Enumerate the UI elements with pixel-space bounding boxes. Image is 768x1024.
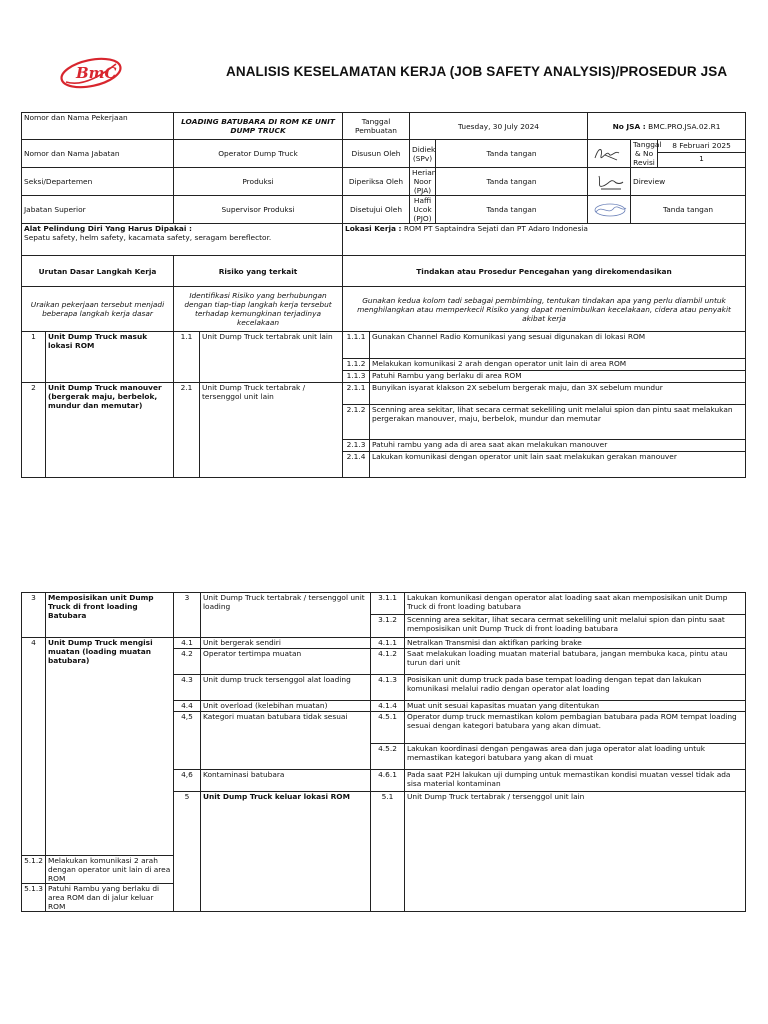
risk-text: Kategori muatan batubara tidak sesuai — [201, 712, 371, 770]
action-text: Patuhi rambu yang ada di area saat akan melakukan manouver — [370, 440, 746, 452]
step-number: 4 — [22, 638, 46, 856]
signature-1 — [588, 140, 631, 168]
jsa-table-page-2 — [21, 592, 746, 912]
job-name: LOADING BATUBARA DI ROM KE UNIT DUMP TRUCK — [174, 113, 343, 140]
step-text: Unit Dump Truck mengisi muatan (loading muatan batubara) — [46, 638, 174, 856]
diperiksa-name: Herian Noor (PJA) — [410, 168, 436, 196]
risk-number: 4.3 — [174, 675, 201, 701]
action-number: 4.1.3 — [371, 675, 405, 701]
signature-2 — [588, 168, 631, 196]
seksi-label: Seksi/Departemen — [22, 168, 174, 196]
atasan-value: Supervisor Produksi — [174, 196, 343, 224]
col-desc-actions: Gunakan kedua kolom tadi sebagai pembimbing, tentukan tindakan apa yang perlu diambil untuk menghilangkan atau memperkecil Risiko yang dapat menimbulkan kecelakaan, cidera atau penyakit akibat kerja — [343, 287, 746, 332]
action-text: Lakukan koordinasi dengan pengawas area dan juga operator alat loading untuk memastikan kategori batubara yang akan di muat — [405, 744, 746, 770]
risk-text: Unit bergerak sendiri — [201, 638, 371, 649]
action-text: Netralkan Transmisi dan aktifkan parking brake — [405, 638, 746, 649]
action-text: Patuhi Rambu yang berlaku di area ROM dan di jalur keluar ROM — [46, 884, 174, 912]
tanda-tangan-label-2: Tanda tangan — [436, 168, 588, 196]
risk-text: Unit overload (kelebihan muatan) — [201, 701, 371, 712]
risk-number: 1.1 — [174, 332, 200, 383]
no-revisi-value: 1 — [699, 154, 704, 163]
risk-text: Operator tertimpa muatan — [201, 649, 371, 675]
action-text: Melakukan komunikasi 2 arah dengan operator unit lain di area ROM — [370, 359, 746, 371]
step-text: Unit Dump Truck masuk lokasi ROM — [46, 332, 174, 383]
tanggal-revisi-value: 8 Februari 2025 — [658, 140, 745, 153]
tanggal-revisi-cell — [658, 140, 746, 168]
lokasi-cell — [343, 224, 746, 256]
disetujui-name: Haffi Ucok (PJO) — [410, 196, 436, 224]
risk-number: 4,6 — [174, 770, 201, 792]
risk-text: Unit Dump Truck tertabrak / tersenggol unit loading — [201, 593, 371, 638]
apd-label: Alat Pelindung Diri Yang Harus Dipakai : — [24, 224, 192, 233]
action-number: 4.1.4 — [371, 701, 405, 712]
disusun-name: Didiek (SPv) — [410, 140, 436, 168]
action-text: Saat melakukan loading muatan material batubara, jangan membuka kaca, pintu atau turun dari unit — [405, 649, 746, 675]
col-header-actions: Tindakan atau Prosedur Pencegahan yang direkomendasikan — [343, 256, 746, 287]
action-number: 3.1.1 — [371, 593, 405, 615]
no-jsa-cell — [588, 113, 746, 140]
jabatan-label: Nomor dan Nama Jabatan — [22, 140, 174, 168]
lokasi-label: Lokasi Kerja : — [345, 224, 402, 233]
action-text: Melakukan komunikasi 2 arah dengan operator unit lain di area ROM — [46, 856, 174, 884]
disetujui-label: Disetujui Oleh — [343, 196, 410, 224]
action-number: 2.1.3 — [343, 440, 370, 452]
action-number: 3.1.2 — [371, 615, 405, 638]
action-text: Scenning area sekitar, lihat secara cermat sekeliling unit melalui spion dan pintu saat melakukan pergerakan manouver, maju, berbelok, mundur dan memutar — [370, 405, 746, 440]
risk-number: 4.2 — [174, 649, 201, 675]
action-text: Pada saat P2H lakukan uji dumping untuk memastikan kondisi muatan vessel tidak ada sisa material kontaminan — [405, 770, 746, 792]
action-number: 4.6.1 — [371, 770, 405, 792]
risk-number: 2.1 — [174, 383, 200, 478]
action-number: 4.1.2 — [371, 649, 405, 675]
risk-number: 4,5 — [174, 712, 201, 770]
action-text: Lakukan komunikasi dengan operator alat loading saat akan memposisikan unit Dump Truck di front loading batubara — [405, 593, 746, 615]
direview-label: Direview — [631, 168, 746, 196]
risk-number: 5.1 — [371, 792, 405, 912]
step-number: 3 — [22, 593, 46, 638]
action-number: 1.1.2 — [343, 359, 370, 371]
col-desc-steps: Uraikan pekerjaan tersebut menjadi beberapa langkah kerja dasar — [22, 287, 174, 332]
lokasi-value: ROM PT Saptaindra Sejati dan PT Adaro Indonesia — [403, 224, 588, 233]
step-number: 2 — [22, 383, 46, 478]
action-number: 5.1.2 — [22, 856, 46, 884]
company-logo — [56, 52, 126, 92]
action-number: 2.1.1 — [343, 383, 370, 405]
action-number: 1.1.3 — [343, 371, 370, 383]
action-number: 4.5.2 — [371, 744, 405, 770]
col-desc-risks: Identifikasi Risiko yang berhubungan dengan tiap-tiap langkah kerja tersebut terhadap kemungkinan terjadinya kecelakaan — [174, 287, 343, 332]
apd-cell — [22, 224, 343, 256]
action-number: 1.1.1 — [343, 332, 370, 359]
tanggal-revisi-label: Tanggal & No Revisi — [631, 140, 658, 168]
action-text: Operator dump truck memastikan kolom pembagian batubara pada ROM tempat loading sesuai dengan kategori batubara yang akan dimuat. — [405, 712, 746, 744]
risk-text: Unit dump truck tersenggol alat loading — [201, 675, 371, 701]
risk-number: 3 — [174, 593, 201, 638]
tanggal-pembuatan-value: Tuesday, 30 July 2024 — [410, 113, 588, 140]
action-text: Muat unit sesuai kapasitas muatan yang ditentukan — [405, 701, 746, 712]
step-text: Memposisikan unit Dump Truck di front loading Batubara — [46, 593, 174, 638]
risk-number: 4.1 — [174, 638, 201, 649]
col-header-risks: Risiko yang terkait — [174, 256, 343, 287]
logo-text: BmC — [76, 64, 117, 82]
action-number: 2.1.2 — [343, 405, 370, 440]
nomor-pekerjaan-label: Nomor dan Nama Pekerjaan — [22, 113, 174, 140]
col-header-steps: Urutan Dasar Langkah Kerja — [22, 256, 174, 287]
risk-text: Unit Dump Truck tertabrak / tersenggol unit lain — [200, 383, 343, 478]
action-text: Lakukan komunikasi dengan operator unit lain saat melakukan gerakan manouver — [370, 452, 746, 478]
disusun-label: Disusun Oleh — [343, 140, 410, 168]
action-number: 4.5.1 — [371, 712, 405, 744]
tanda-tangan-label-4: Tanda tangan — [631, 196, 746, 224]
risk-text: Unit Dump Truck tertabrak unit lain — [200, 332, 343, 383]
jabatan-value: Operator Dump Truck — [174, 140, 343, 168]
risk-number: 4.4 — [174, 701, 201, 712]
no-jsa-label: No JSA : — [612, 121, 646, 131]
step-text: Unit Dump Truck keluar lokasi ROM — [201, 792, 371, 912]
document-title: ANALISIS KESELAMATAN KERJA (JOB SAFETY ANALYSIS)/PROSEDUR JSA — [226, 64, 728, 79]
tanggal-pembuatan-label: Tanggal Pembuatan — [343, 113, 410, 140]
jsa-table-page-1 — [21, 112, 746, 478]
tanda-tangan-label-1: Tanda tangan — [436, 140, 588, 168]
atasan-label: Jabatan Superior — [22, 196, 174, 224]
no-jsa-value: BMC.PRO.JSA.02.R1 — [648, 121, 721, 131]
step-number: 1 — [22, 332, 46, 383]
step-number: 5 — [174, 792, 201, 912]
diperiksa-label: Diperiksa Oleh — [343, 168, 410, 196]
step-text: Unit Dump Truck manouver (bergerak maju, berbelok, mundur dan memutar) — [46, 383, 174, 478]
action-number: 4.1.1 — [371, 638, 405, 649]
action-text: Gunakan Channel Radio Komunikasi yang sesuai digunakan di lokasi ROM — [370, 332, 746, 359]
action-text: Posisikan unit dump truck pada base tempat loading dengan tepat dan lakukan komunikasi melalui radio dengan operator alat loading — [405, 675, 746, 701]
risk-text: Kontaminasi batubara — [201, 770, 371, 792]
signature-3 — [588, 196, 631, 224]
action-text: Scenning area sekitar, lihat secara cermat sekeliling unit melalui spion dan pintu saat memposisikan unit Dump Truck di front loading batubara — [405, 615, 746, 638]
action-number: 2.1.4 — [343, 452, 370, 478]
action-text: Patuhi Rambu yang berlaku di area ROM — [370, 371, 746, 383]
action-text: Bunyikan isyarat klakson 2X sebelum bergerak maju, dan 3X sebelum mundur — [370, 383, 746, 405]
action-number: 5.1.3 — [22, 884, 46, 912]
seksi-value: Produksi — [174, 168, 343, 196]
tanda-tangan-label-3: Tanda tangan — [436, 196, 588, 224]
risk-text: Unit Dump Truck tertabrak / tersenggol unit lain — [405, 792, 746, 912]
apd-value: Sepatu safety, helm safety, kacamata safety, seragam bereflector. — [24, 233, 272, 242]
